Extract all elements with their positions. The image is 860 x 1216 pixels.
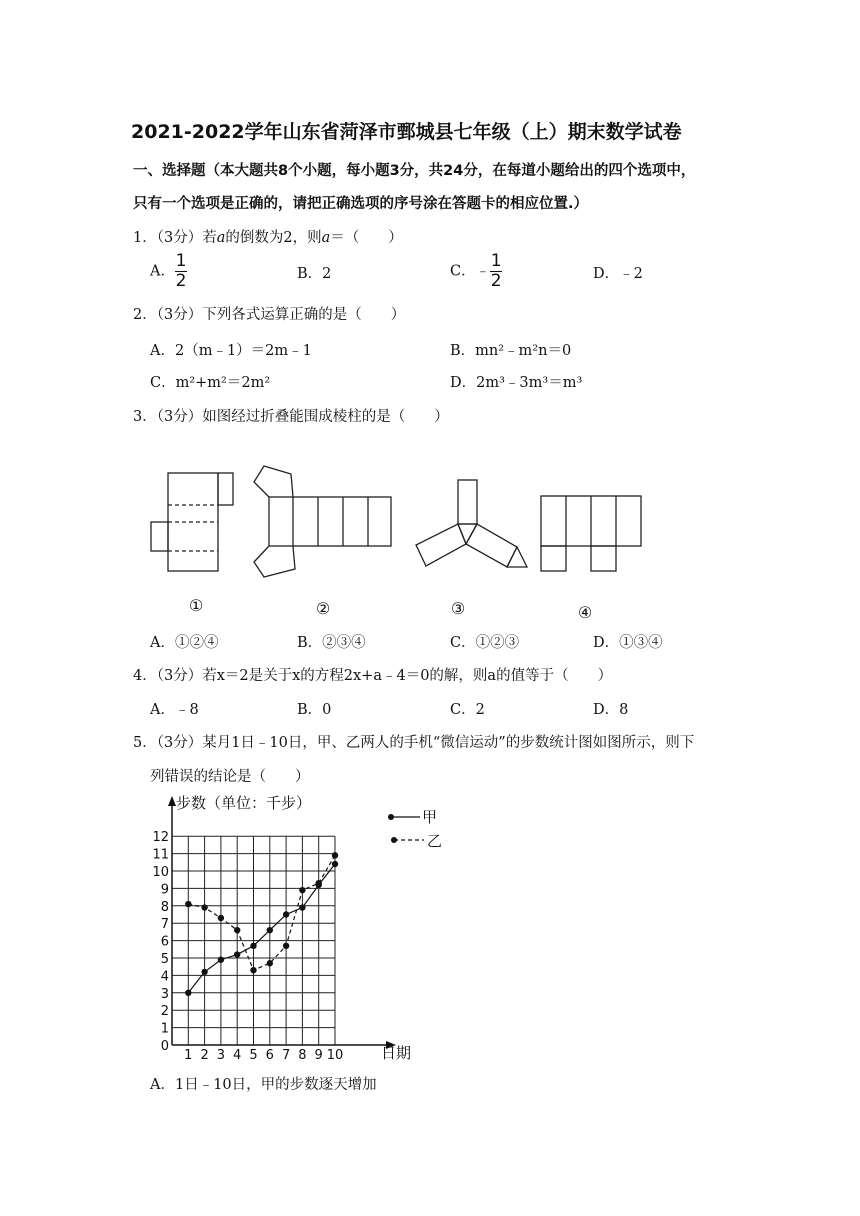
x-axis-label: 日期 [381, 1044, 412, 1062]
question-1-option-c[interactable]: C．﹣ $\frac{1}{2}$ [450, 251, 502, 292]
net-2 [254, 466, 391, 577]
y-tick-label: 3 [160, 986, 169, 1002]
data-point-jia [201, 969, 207, 975]
data-point-jia [267, 927, 273, 933]
data-point-yi [201, 904, 207, 910]
data-point-jia [218, 957, 224, 963]
question-4-option-d[interactable]: D．8 [593, 702, 629, 718]
question-3-option-b[interactable]: B．②③④ [297, 635, 366, 651]
question-2-option-d[interactable]: D．2m³﹣3m³＝m³ [450, 375, 583, 391]
question-2-stem: 2．（3分）下列各式运算正确的是（ ） [133, 307, 406, 323]
y-tick-label: 12 [152, 830, 169, 846]
chart-grid [172, 836, 335, 1045]
question-5-stem-line2: 列错误的结论是（ ） [150, 769, 310, 785]
y-tick-label: 1 [160, 1021, 169, 1037]
data-point-yi [316, 880, 322, 886]
series-line-jia [188, 864, 335, 993]
series-line-yi [188, 855, 335, 970]
figure-label-2: ② [315, 599, 331, 618]
y-tick-label: 8 [160, 899, 169, 915]
x-tick-label: 4 [233, 1048, 242, 1063]
fraction: $\frac{1}{2}$ [175, 251, 187, 292]
data-point-yi [299, 887, 305, 893]
question-4-stem: 4．（3分）若x＝2是关于x的方程2x+a﹣4＝0的解，则a的值等于（ ） [133, 668, 613, 684]
figure-label-4: ④ [577, 603, 593, 622]
data-point-yi [218, 915, 224, 921]
y-tick-label: 9 [160, 882, 169, 898]
y-tick-label: 2 [160, 1004, 169, 1020]
data-point-jia [283, 911, 289, 917]
step-count-chart [140, 790, 443, 1070]
data-point-yi [185, 901, 191, 907]
section-heading-line1: 一、选择题（本大题共8个小题，每小题3分，共24分，在每道小题给出的四个选项中， [133, 163, 696, 179]
legend-label-jia: 甲 [422, 808, 438, 826]
fraction: $\frac{1}{2}$ [490, 251, 502, 292]
data-point-jia [250, 943, 256, 949]
y-tick-label: 6 [160, 934, 169, 950]
data-point-yi [250, 967, 256, 973]
question-4-option-b[interactable]: B．0 [297, 702, 332, 718]
legend-label-yi: 乙 [427, 832, 443, 850]
y-tick-labels [152, 830, 169, 1054]
y-tick-label: 11 [152, 847, 169, 863]
question-1-option-d[interactable]: D．﹣2 [593, 266, 643, 282]
question-1-option-a[interactable]: A． $\frac{1}{2}$ [150, 251, 187, 292]
x-tick-label: 2 [200, 1048, 209, 1063]
question-3-option-a[interactable]: A．①②④ [150, 635, 219, 651]
y-axis-label: 步数（单位：千步） [176, 794, 312, 812]
prism-nets-figure [140, 460, 700, 630]
data-point-yi [267, 960, 273, 966]
question-3-stem: 3．（3分）如图经过折叠能围成棱柱的是（ ） [133, 409, 449, 425]
legend [388, 808, 442, 850]
series-layer [185, 852, 338, 996]
section-heading-line2: 只有一个选项是正确的，请把正确选项的序号涂在答题卡的相应位置.） [133, 196, 589, 212]
y-tick-label: 5 [160, 952, 169, 967]
legend-marker-yi [391, 837, 397, 843]
question-1-stem: 1．（3分）若a的倒数为2，则a＝（ ） [133, 230, 403, 246]
data-point-jia [332, 861, 338, 867]
question-1-option-b[interactable]: B．2 [297, 266, 332, 282]
question-4-option-a[interactable]: A．﹣8 [150, 702, 199, 718]
x-tick-label: 6 [265, 1048, 274, 1063]
data-point-jia [299, 904, 305, 910]
data-point-yi [332, 852, 338, 858]
legend-marker-jia [388, 814, 394, 820]
x-tick-label: 5 [249, 1048, 258, 1063]
x-tick-labels [184, 1048, 343, 1063]
y-tick-label: 4 [160, 969, 169, 985]
data-point-yi [283, 943, 289, 949]
y-tick-label: 7 [160, 917, 169, 933]
x-tick-label: 3 [216, 1048, 226, 1063]
net-3 [416, 480, 527, 567]
question-2-option-c[interactable]: C．m²+m²＝2m² [150, 375, 271, 391]
figure-label-1: ① [188, 596, 204, 615]
chart-axes [168, 796, 396, 1049]
page-title: 2021-2022学年山东省菏泽市鄄城县七年级（上）期末数学试卷 [131, 121, 682, 143]
question-4-option-c[interactable]: C．2 [450, 702, 485, 718]
question-5-stem-line1: 5．（3分）某月1日﹣10日，甲、乙两人的手机“微信运动”的步数统计图如图所示，则下 [133, 735, 695, 751]
question-2-option-b[interactable]: B．mn²﹣m²n＝0 [450, 343, 572, 359]
net-1 [151, 473, 233, 571]
y-tick-label: 0 [160, 1039, 169, 1054]
x-tick-label: 9 [314, 1048, 323, 1063]
data-point-jia [185, 990, 191, 996]
figure-label-3: ③ [450, 599, 466, 618]
question-2-option-a[interactable]: A．2（m﹣1）＝2m﹣1 [150, 343, 312, 359]
data-point-jia [234, 951, 240, 957]
question-3-option-d[interactable]: D．①③④ [593, 635, 663, 651]
question-5-option-a[interactable]: A．1日﹣10日，甲的步数逐天增加 [150, 1077, 377, 1093]
data-point-yi [234, 927, 240, 933]
x-tick-label: 10 [326, 1048, 344, 1063]
question-3-option-c[interactable]: C．①②③ [450, 635, 520, 651]
net-4 [541, 496, 641, 571]
x-tick-label: 7 [281, 1048, 291, 1063]
x-tick-label: 1 [184, 1048, 193, 1063]
x-tick-label: 8 [298, 1048, 307, 1063]
y-tick-label: 10 [152, 865, 169, 880]
